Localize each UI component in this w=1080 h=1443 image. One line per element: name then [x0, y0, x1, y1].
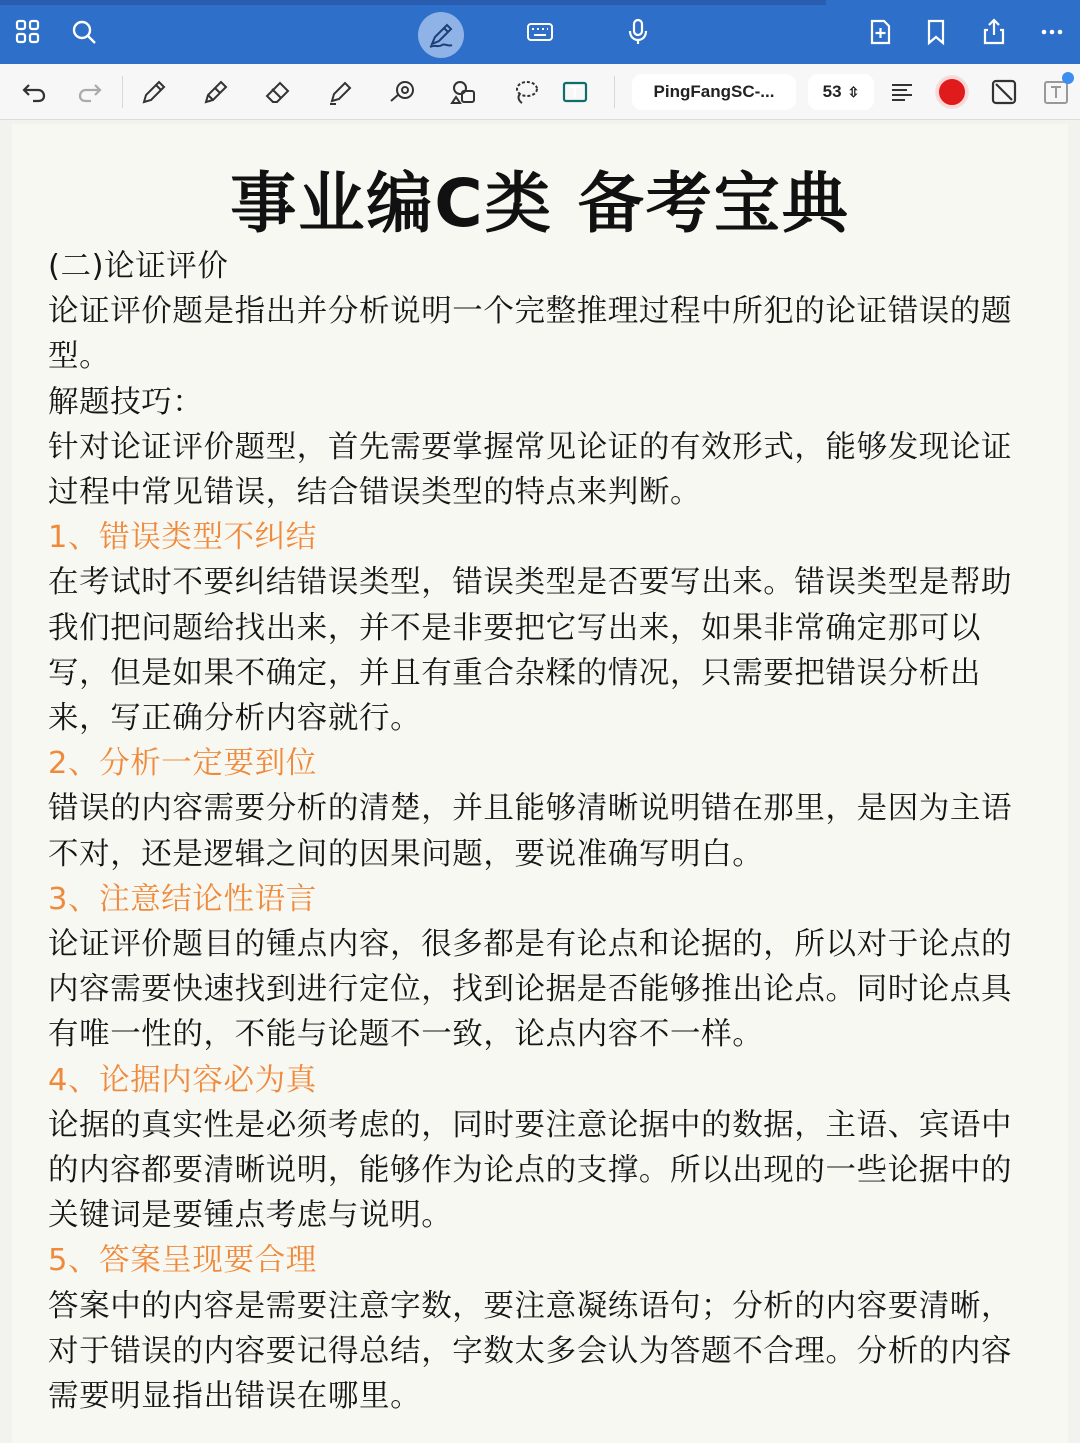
- intro-paragraph: 论证评价题是指出并分析说明一个完整推理过程中所犯的论证错误的题型。: [48, 294, 1013, 375]
- eraser-tool-icon[interactable]: [260, 74, 296, 110]
- point-heading: 5、答案呈现要合理: [48, 1243, 317, 1279]
- undo-icon[interactable]: [16, 74, 52, 110]
- point-body: 答案中的内容是需要注意字数，要注意凝练语句；分析的内容要清晰，对于错误的内容要记得总结，字数太多会认为答题不合理。分析的内容需要明显指出错误在哪里。: [48, 1288, 1013, 1415]
- more-options-icon[interactable]: [1034, 14, 1070, 50]
- page-title: 事业编C类 备考宝典: [230, 165, 850, 242]
- pen-color-swatch[interactable]: [936, 76, 968, 108]
- point-body: 论证评价题目的锺点内容，很多都是有论点和论据的，所以对于论点的内容需要快速找到进行定位，找到论据是否能够推出论点。同时论点具有唯一性的，不能与论题不一致，论点内容不一样。: [48, 927, 1013, 1053]
- add-page-icon[interactable]: [862, 14, 898, 50]
- point-heading: 2、分析一定要到位: [48, 746, 317, 782]
- redo-icon[interactable]: [72, 74, 108, 110]
- tips-paragraph: 针对论证评价题型，首先需要掌握常见论证的有效形式，能够发现论证过程中常见错误，结合错误类型的特点来判断。: [48, 429, 1013, 511]
- grid-view-icon[interactable]: [10, 14, 46, 50]
- notification-badge: [1062, 72, 1074, 84]
- toolbar-divider: [122, 76, 123, 108]
- font-family-value: PingFangSC-...: [653, 82, 775, 101]
- point-body: 在考试时不要纠结错误类型，错误类型是否要写出来。错误类型是帮助我们把问题给找出来，并不是非要把它写出来，如果非常确定那可以写，但是如果不确定，并且有重合杂糅的情况，只需要把错误分析出来，写正确分析内容就行。: [48, 565, 1013, 737]
- point-heading: 1、错误类型不纠结: [48, 520, 317, 556]
- note-page[interactable]: [12, 124, 1068, 1443]
- font-size-value: 53: [822, 82, 842, 101]
- pen-tool-icon[interactable]: [136, 74, 172, 110]
- font-size-selector[interactable]: [808, 74, 874, 110]
- pencil-tool-icon[interactable]: [198, 74, 234, 110]
- point-body: 错误的内容需要分析的清楚，并且能够清晰说明错在那里，是因为主语不对，还是逻辑之间的因果问题，要说准确写明白。: [48, 791, 1013, 872]
- page-progress-bar: [0, 0, 826, 5]
- element-tool-icon[interactable]: [446, 74, 482, 110]
- note-content[interactable]: [48, 244, 1038, 1419]
- text-align-icon[interactable]: [884, 74, 920, 110]
- highlighter-tool-icon[interactable]: [322, 74, 358, 110]
- tips-label: 解题技巧：: [48, 384, 204, 420]
- point-body: 论据的真实性是必须考虑的，同时要注意论据中的数据，主语、宾语中的内容都要清晰说明，能够作为论点的支撑。所以出现的一些论据中的关键词是要锺点考虑与说明。: [48, 1107, 1013, 1234]
- shape-tool-icon[interactable]: [384, 74, 420, 110]
- section-heading: (二)论证评价: [48, 249, 229, 284]
- top-app-bar: [0, 0, 1080, 64]
- text-box-tool-icon[interactable]: [557, 74, 593, 110]
- stepper-chevron-icon: ⇳: [847, 84, 860, 100]
- handwriting-mode-button[interactable]: [418, 12, 464, 58]
- share-icon[interactable]: [976, 14, 1012, 50]
- drawing-toolbar: [0, 64, 1080, 120]
- search-icon[interactable]: [66, 14, 102, 50]
- microphone-icon[interactable]: [620, 14, 656, 50]
- no-fill-icon[interactable]: [986, 74, 1022, 110]
- point-heading: 4、论据内容必为真: [48, 1062, 317, 1098]
- bookmark-icon[interactable]: [918, 14, 954, 50]
- lasso-tool-icon[interactable]: [508, 74, 544, 110]
- font-family-selector[interactable]: [632, 74, 796, 110]
- keyboard-icon[interactable]: [522, 14, 558, 50]
- point-heading: 3、注意结论性语言: [48, 881, 317, 917]
- toolbar-divider: [614, 76, 615, 108]
